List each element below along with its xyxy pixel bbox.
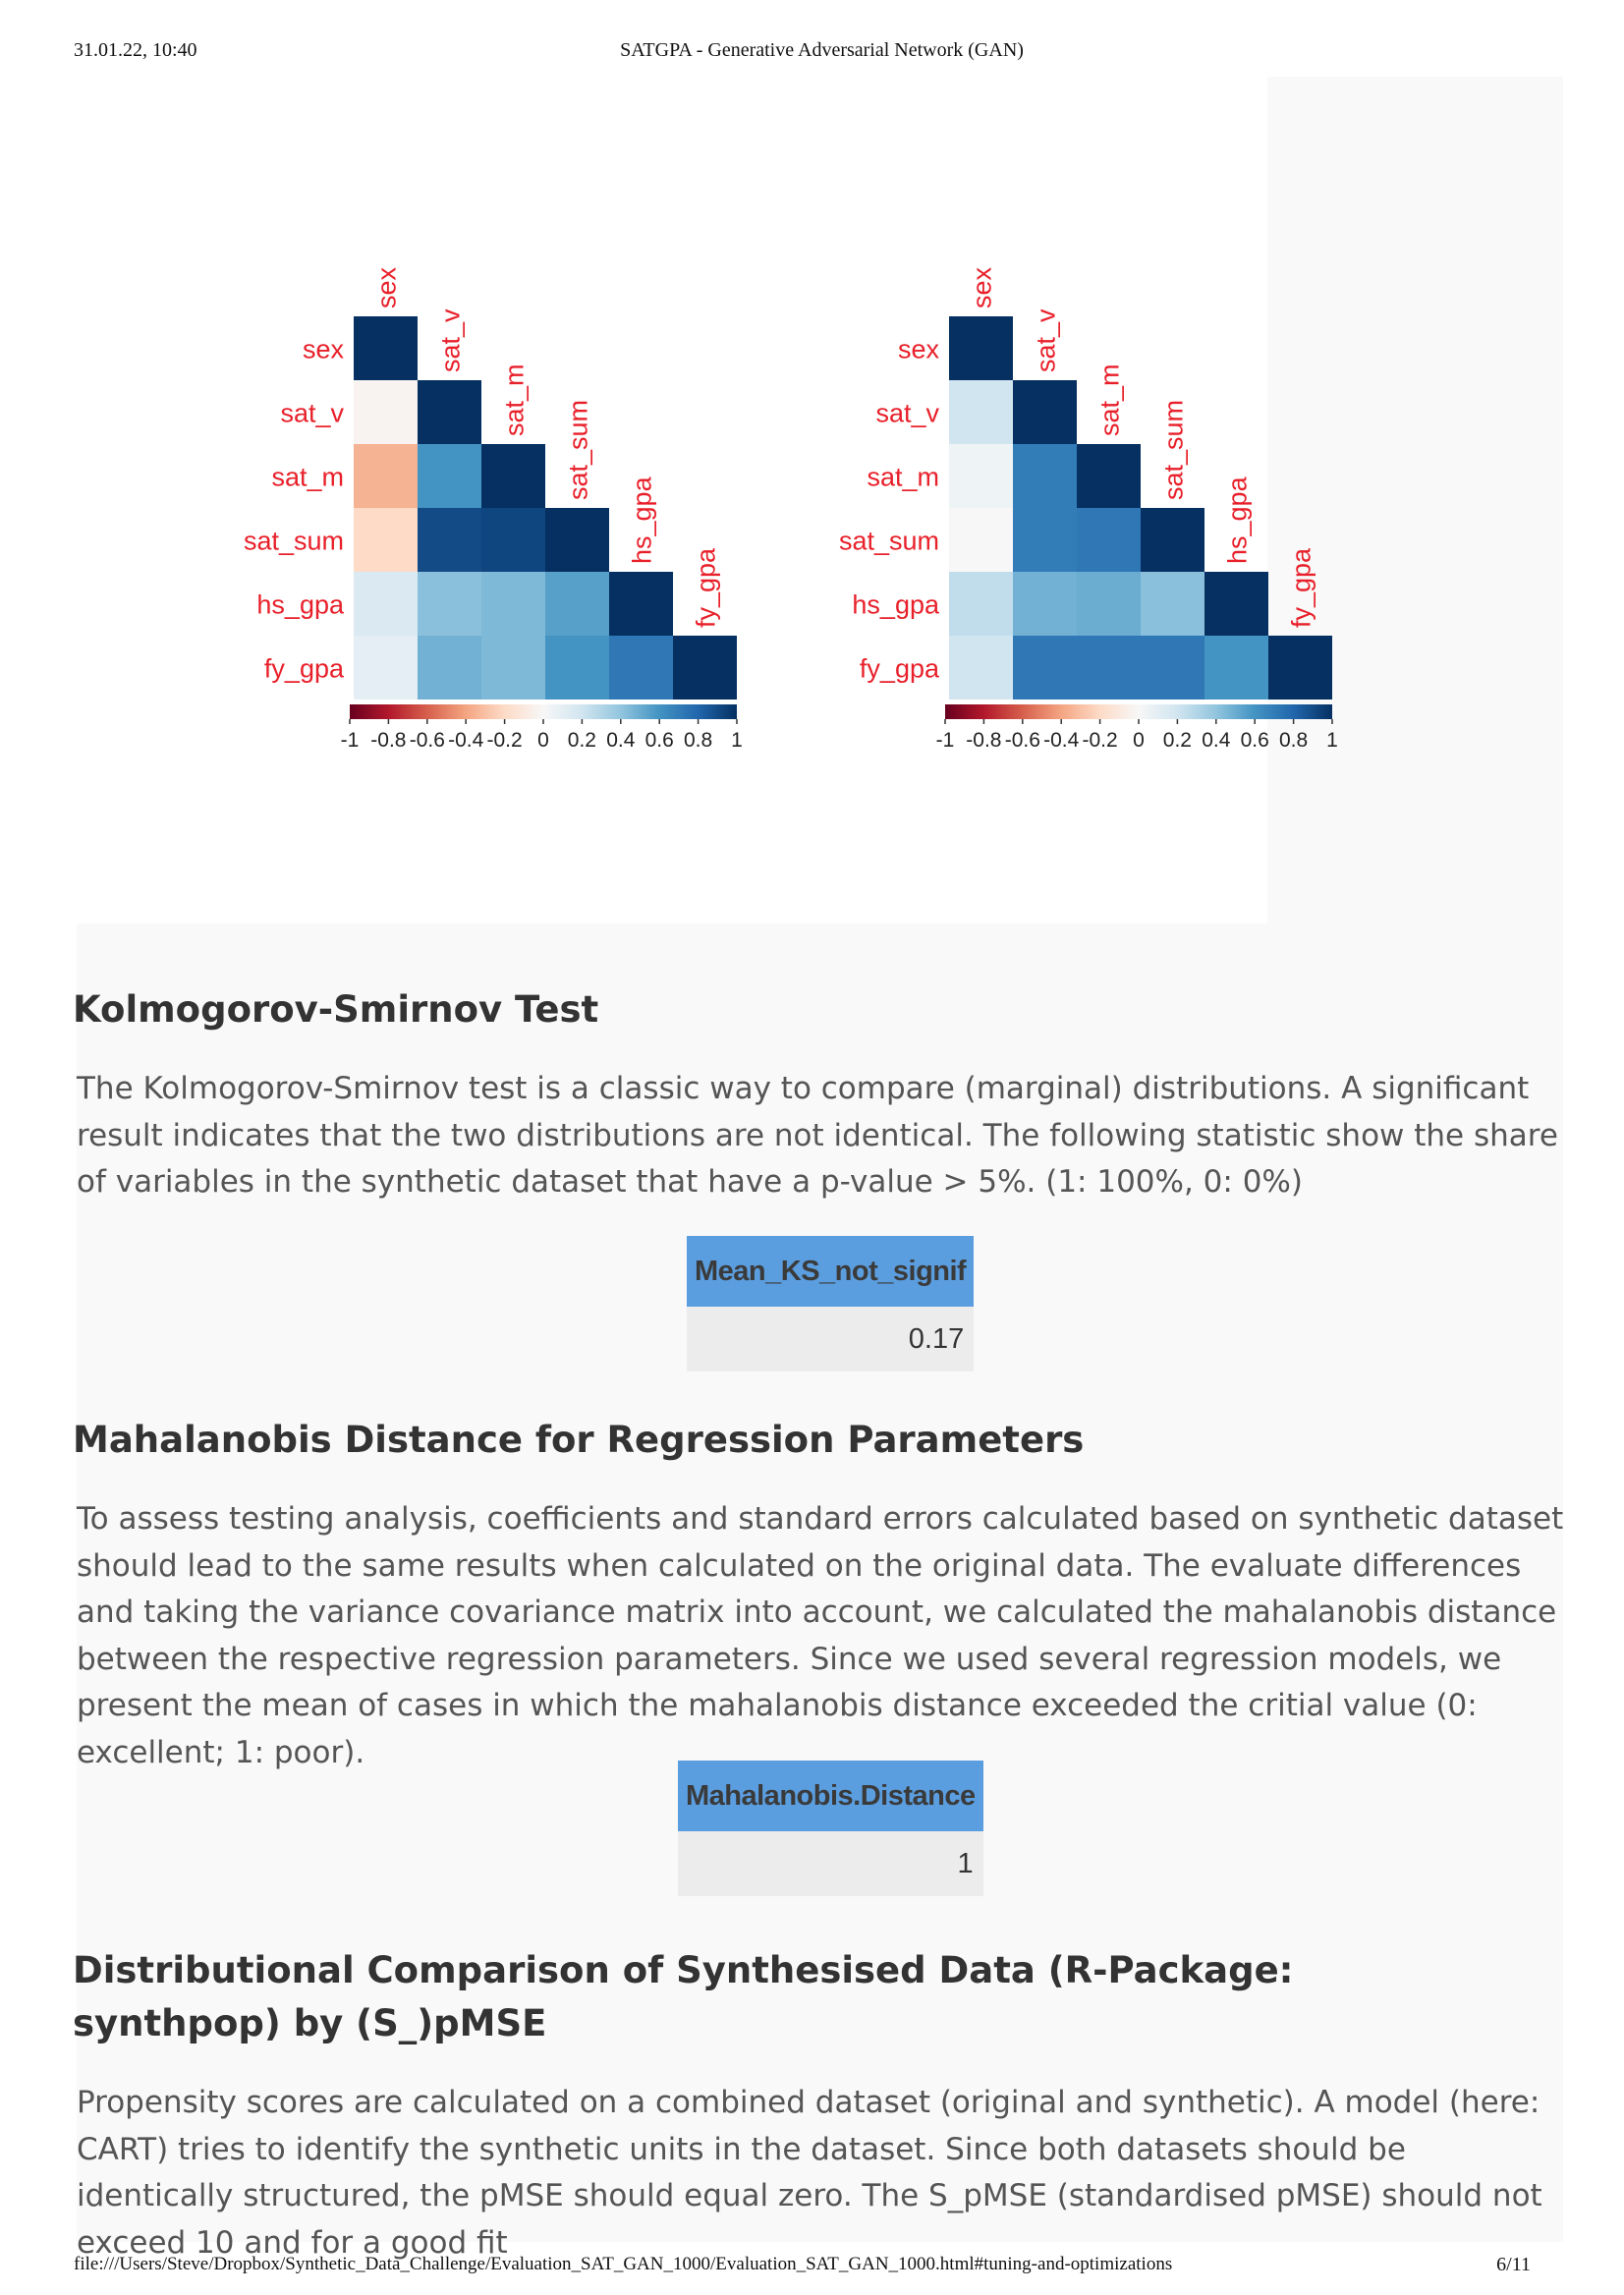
corr-cell bbox=[609, 636, 673, 700]
corr-cell bbox=[545, 508, 609, 572]
corr-cell bbox=[609, 572, 673, 636]
corr-cell bbox=[481, 444, 545, 508]
colorbar-tick-label: -1 bbox=[340, 729, 360, 752]
corr-cell bbox=[1077, 572, 1141, 636]
ks-heading: Kolmogorov-Smirnov Test bbox=[73, 988, 599, 1031]
corr-cell bbox=[949, 316, 1013, 380]
column-label: sat_sum bbox=[563, 399, 593, 500]
corr-cell bbox=[949, 572, 1013, 636]
corr-cell bbox=[1141, 572, 1204, 636]
colorbar bbox=[350, 704, 737, 719]
colorbar-tick-label: -0.8 bbox=[370, 729, 407, 752]
column-label: sat_m bbox=[499, 364, 530, 436]
mahal-table bbox=[678, 1761, 983, 1896]
correlation-plots-panel bbox=[77, 77, 1338, 924]
corr-cell bbox=[481, 572, 545, 636]
colorbar-tick-label: -0.2 bbox=[1082, 729, 1118, 752]
mahal-table-header: Mahalanobis.Distance bbox=[678, 1761, 983, 1831]
corr-cell bbox=[1013, 572, 1077, 636]
corr-cell bbox=[673, 636, 737, 700]
row-label: sex bbox=[897, 334, 939, 364]
corr-cell bbox=[1013, 508, 1077, 572]
print-url: file:///Users/Steve/Dropbox/Synthetic_Data_Challenge/Evaluation_SAT_GAN_1000/Evaluation_SAT_GAN_1000.html#tuning-and-optimizations bbox=[74, 2254, 1173, 2274]
corr-cell bbox=[418, 380, 481, 444]
corr-cell bbox=[1077, 636, 1141, 700]
corr-cell bbox=[1013, 444, 1077, 508]
print-datetime: 31.01.22, 10:40 bbox=[74, 39, 197, 61]
row-label: sat_sum bbox=[243, 526, 344, 556]
corr-cell bbox=[354, 444, 418, 508]
colorbar-tick-label: 0.2 bbox=[1162, 729, 1193, 752]
colorbar-tick-label: 0.2 bbox=[567, 729, 597, 752]
ks-table-value: 0.17 bbox=[687, 1307, 974, 1371]
column-label: fy_gpa bbox=[691, 547, 721, 628]
colorbar-tick-label: 0.8 bbox=[1278, 729, 1309, 752]
mahal-paragraph: To assess testing analysis, coefficients and standard errors calculated based on synthetic dataset should lead to the same results when calculated on the original data. The evaluate differences and taking the variance covariance matrix into account, we calculated the mahalanobis distance between the respective regression parameters. Since we used several regression models, we present the mean of cases in which the mahalanobis distance exceeded the critial value (0: excellent; 1: poor). bbox=[77, 1501, 1564, 1770]
print-title: SATGPA - Generative Adversarial Network (GAN) bbox=[620, 39, 1024, 61]
correlation-plot-synthetic bbox=[741, 77, 1338, 924]
colorbar-tick-label: -0.6 bbox=[409, 729, 445, 752]
corr-cell bbox=[949, 380, 1013, 444]
colorbar bbox=[945, 704, 1332, 719]
colorbar-tick-label: -0.4 bbox=[448, 729, 484, 752]
corr-cell bbox=[354, 572, 418, 636]
colorbar-tick-label: -0.8 bbox=[966, 729, 1002, 752]
corr-cell bbox=[354, 636, 418, 700]
corr-cell bbox=[1141, 636, 1204, 700]
corr-cell bbox=[1077, 444, 1141, 508]
ks-table bbox=[687, 1236, 974, 1371]
row-label: sex bbox=[302, 334, 344, 364]
corr-cell bbox=[418, 572, 481, 636]
print-page-number: 6/11 bbox=[1496, 2254, 1531, 2275]
print-header bbox=[74, 39, 1570, 69]
corr-cell bbox=[1077, 508, 1141, 572]
row-label: sat_m bbox=[867, 462, 939, 492]
colorbar-tick-label: 0.4 bbox=[1202, 729, 1231, 752]
corr-cell bbox=[1204, 572, 1268, 636]
row-label: hs_gpa bbox=[852, 589, 939, 620]
column-label: sat_v bbox=[1031, 308, 1061, 372]
corr-cell bbox=[949, 444, 1013, 508]
corr-cell bbox=[1141, 508, 1204, 572]
corr-cell bbox=[1268, 636, 1332, 700]
corr-cell bbox=[481, 636, 545, 700]
corr-cell bbox=[354, 380, 418, 444]
colorbar-tick-label: 0 bbox=[537, 729, 549, 752]
row-label: fy_gpa bbox=[263, 653, 344, 684]
corr-cell bbox=[481, 508, 545, 572]
colorbar-tick-label: -0.2 bbox=[486, 729, 523, 752]
colorbar-tick-label: -0.6 bbox=[1004, 729, 1040, 752]
mahal-heading: Mahalanobis Distance for Regression Parameters bbox=[73, 1419, 1085, 1461]
corr-cell bbox=[354, 508, 418, 572]
column-label: hs_gpa bbox=[1222, 476, 1253, 564]
corr-cell bbox=[545, 636, 609, 700]
corr-cell bbox=[418, 444, 481, 508]
row-label: sat_sum bbox=[838, 526, 939, 556]
row-label: sat_m bbox=[271, 462, 344, 492]
corr-cell bbox=[949, 508, 1013, 572]
corr-cell bbox=[1013, 636, 1077, 700]
column-label: hs_gpa bbox=[627, 476, 657, 564]
colorbar-tick-label: 0.6 bbox=[1240, 729, 1269, 752]
print-footer bbox=[74, 2254, 1570, 2283]
corr-cell bbox=[418, 508, 481, 572]
ks-table-header: Mean_KS_not_signif bbox=[687, 1236, 974, 1307]
column-label: sex bbox=[371, 266, 402, 308]
colorbar-tick-label: 0.6 bbox=[644, 729, 674, 752]
corr-cell bbox=[418, 636, 481, 700]
colorbar-tick-label: 0.8 bbox=[683, 729, 713, 752]
colorbar-tick-label: 0.4 bbox=[606, 729, 636, 752]
correlation-plot-original bbox=[145, 77, 743, 924]
row-label: sat_v bbox=[280, 398, 344, 428]
ks-paragraph: The Kolmogorov-Smirnov test is a classic way to compare (marginal) distributions. A significant result indicates that the two distributions are not identical. The following statistic show the share of variables in the synthetic dataset that have a p-value > 5%. (1: 100%, 0: 0%) bbox=[77, 1071, 1558, 1200]
column-label: sex bbox=[967, 266, 997, 308]
colorbar-tick-label: -0.4 bbox=[1043, 729, 1080, 752]
colorbar-tick-label: 1 bbox=[731, 729, 743, 752]
corr-cell bbox=[1013, 380, 1077, 444]
pmse-paragraph: Propensity scores are calculated on a combined dataset (original and synthetic). A model (here: CART) tries to identify the synthetic units in the dataset. Since both datasets should be identically structured, the pMSE should equal zero. The S_pMSE (standardised pMSE) should not exceed 10 and for a good fit bbox=[77, 2085, 1542, 2261]
column-label: sat_m bbox=[1094, 364, 1125, 436]
mahal-table-value: 1 bbox=[678, 1831, 983, 1896]
corr-cell bbox=[949, 636, 1013, 700]
corr-cell bbox=[1204, 636, 1268, 700]
row-label: fy_gpa bbox=[859, 653, 939, 684]
column-label: sat_v bbox=[435, 308, 466, 372]
row-label: hs_gpa bbox=[256, 589, 344, 620]
column-label: fy_gpa bbox=[1286, 547, 1316, 628]
colorbar-tick-label: 1 bbox=[1326, 729, 1338, 752]
colorbar-tick-label: 0 bbox=[1133, 729, 1145, 752]
row-label: sat_v bbox=[875, 398, 939, 428]
colorbar-tick-label: -1 bbox=[935, 729, 955, 752]
corr-cell bbox=[545, 572, 609, 636]
column-label: sat_sum bbox=[1158, 399, 1189, 500]
pmse-heading: Distributional Comparison of Synthesised Data (R-Package: synthpop) by (S_)pMSE bbox=[73, 1949, 1294, 2044]
corr-cell bbox=[354, 316, 418, 380]
